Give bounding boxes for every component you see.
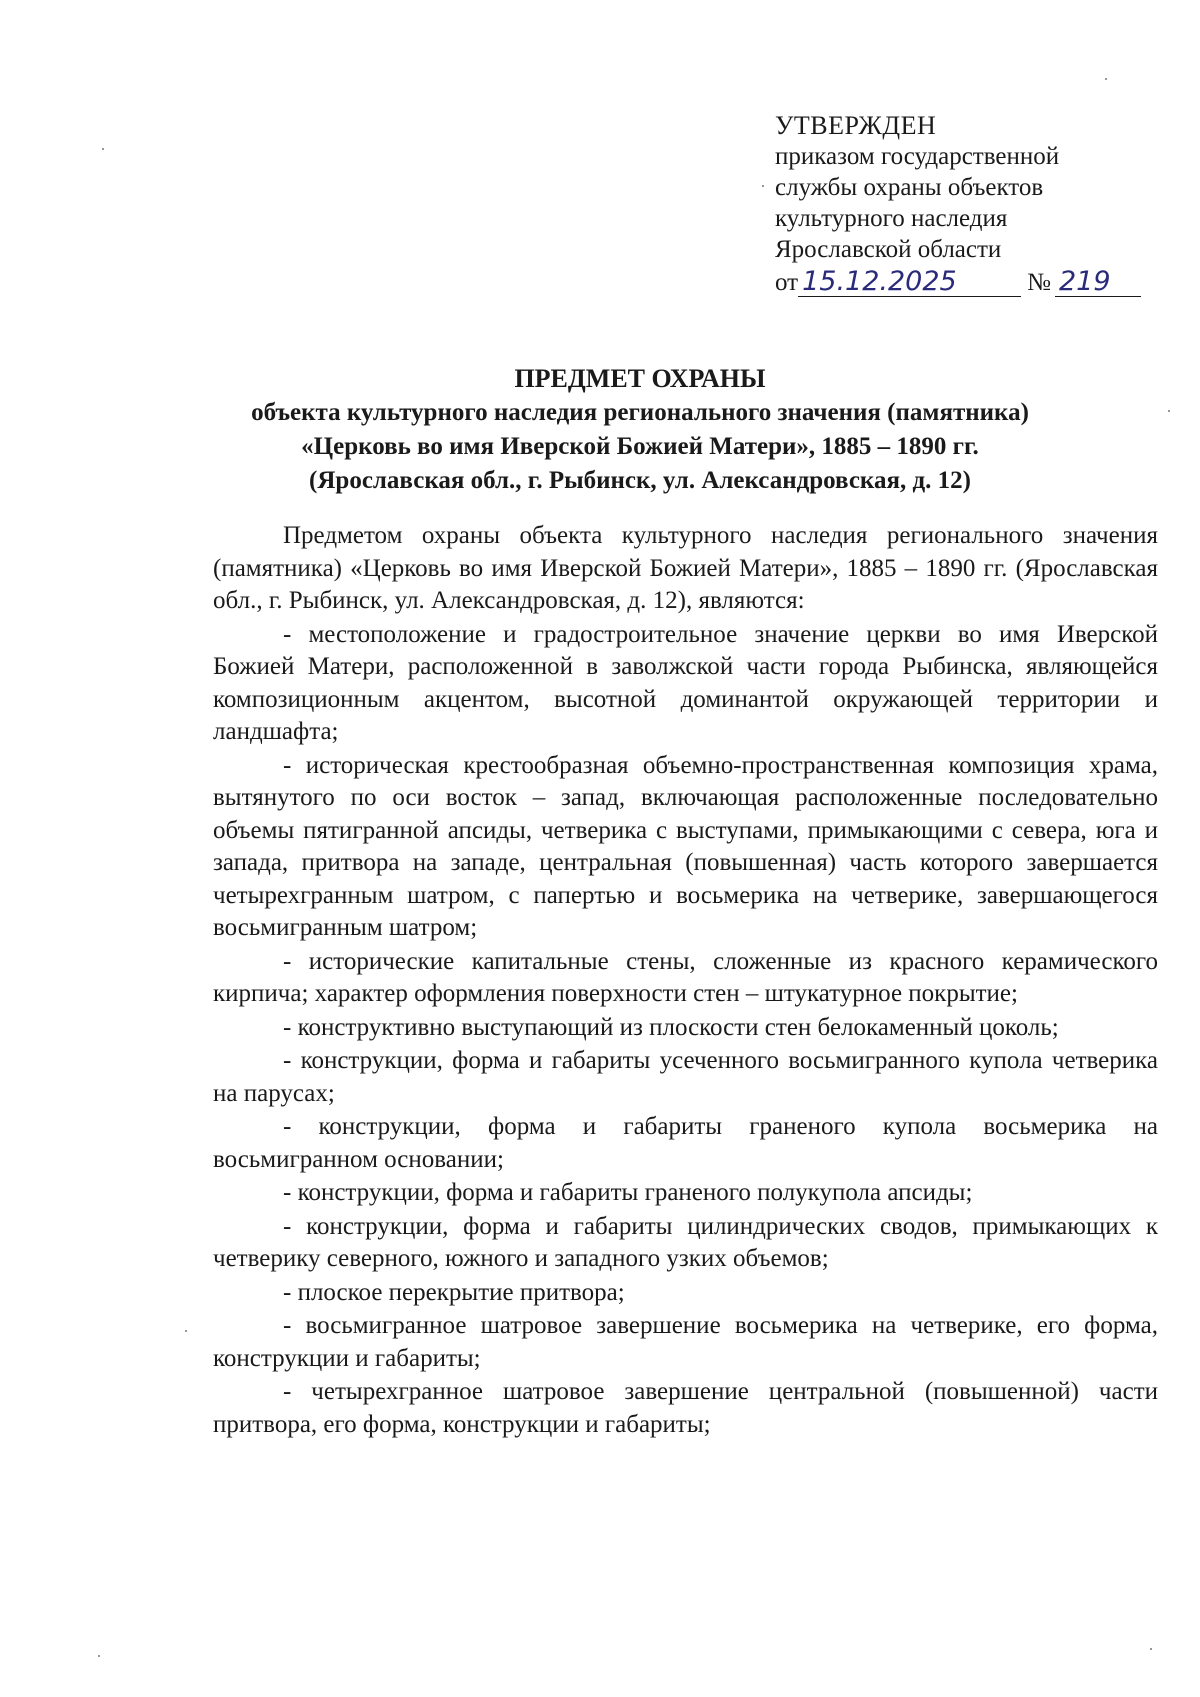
- scan-speck: [1105, 78, 1107, 80]
- body-paragraph: - восьмигранное шатровое завершение восьмерика на четверике, его форма, конструкции и габариты;: [213, 1312, 1158, 1372]
- body-paragraph: - конструкции, форма и габариты граненого полукупола апсиды;: [283, 1179, 973, 1206]
- body-paragraph: - исторические капитальные стены, сложенные из красного керамического кирпича; характер оформления поверхности стен – штукатурное покрытие;: [213, 947, 1158, 1007]
- scan-speck: [1150, 1648, 1152, 1650]
- document-body: [213, 520, 1158, 1442]
- heading-title: ПРЕДМЕТ ОХРАНЫ: [514, 364, 766, 393]
- body-paragraph: - конструкции, форма и габариты усеченного восьмигранного купола четверика на парусах;: [213, 1047, 1158, 1107]
- document-heading: [150, 362, 1130, 498]
- body-paragraph: Предметом охраны объекта культурного наследия регионального значения (памятника) «Церковь во имя Иверской Божией Матери», 1885 – 1890 гг. (Ярославская обл., г. Рыбинск, ул. Александровская, д. 12), являются:: [213, 522, 1158, 614]
- body-paragraph: - конструктивно выступающий из плоскости стен белокаменный цоколь;: [283, 1013, 1059, 1041]
- handwritten-order-number: 219: [1055, 268, 1141, 297]
- scan-speck: [1168, 410, 1170, 412]
- date-prefix: от: [775, 269, 799, 296]
- body-paragraph: - историческая крестообразная объемно-пространственная композиция храма, вытянутого по оси восток – запад, включающая расположенные последовательно объемы пятигранной апсиды, четверика с выступами, примыкающими с севера, юга и запада, притвора на западе, центральная (повышенная) часть которого завершается четырехгранным шатром, с папертью и восьмерика на четверике, завершающегося восьмигранным шатром;: [213, 751, 1158, 941]
- heading-line: объекта культурного наследия регионального значения (памятника): [251, 399, 1029, 426]
- approval-line: приказом государственной: [775, 143, 1060, 170]
- body-paragraph: - конструкции, форма и габариты цилиндрических сводов, примыкающих к четверику северного, южного и западного узких объемов;: [213, 1212, 1158, 1272]
- body-paragraph: - плоское перекрытие притвора;: [283, 1278, 625, 1306]
- scan-speck: [185, 1330, 187, 1332]
- approval-line: Ярославской области: [775, 236, 1002, 263]
- scan-speck: [98, 1655, 100, 1657]
- number-sign: №: [1027, 269, 1051, 296]
- approval-line: службы охраны объектов: [775, 174, 1044, 201]
- approval-stamp-block: [775, 110, 1175, 298]
- approval-line: культурного наследия: [775, 205, 1008, 232]
- approval-title: УТВЕРЖДЕН: [775, 111, 937, 140]
- scan-speck: [102, 148, 104, 150]
- body-paragraph: - конструкции, форма и габариты граненого купола восьмерика на восьмигранном основании;: [213, 1113, 1158, 1173]
- approval-date-number-line: [775, 267, 1175, 298]
- body-paragraph: - четырехгранное шатровое завершение центральной (повышенной) части притвора, его форма, конструкции и габариты;: [213, 1378, 1158, 1438]
- handwritten-date: 15.12.2025: [798, 268, 1021, 297]
- heading-line: «Церковь во имя Иверской Божией Матери», 1885 – 1890 гг.: [301, 433, 979, 460]
- scan-speck: [762, 185, 764, 187]
- body-paragraph: - местоположение и градостроительное значение церкви во имя Иверской Божией Матери, расположенной в заволжской части города Рыбинска, являющейся композиционным акцентом, высотной доминантой окружающей территории и ландшафта;: [213, 620, 1158, 745]
- heading-line: (Ярославская обл., г. Рыбинск, ул. Александровская, д. 12): [309, 467, 971, 494]
